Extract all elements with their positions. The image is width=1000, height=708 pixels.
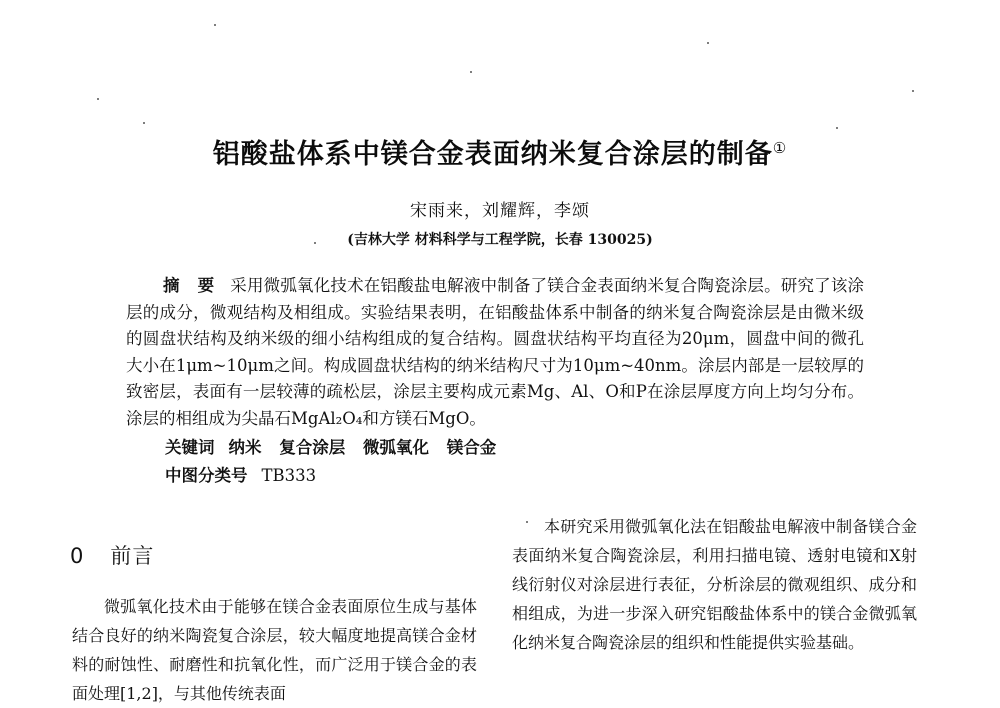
classification <box>165 462 316 486</box>
abstract <box>126 273 864 432</box>
scan-speck <box>470 71 472 73</box>
right-column-text: 本研究采用微弧氧化法在铝酸盐电解液中制备镁合金表面纳米复合陶瓷涂层，利用扫描电镜、透射电镜和X射线衍射仪对涂层进行表征，分析涂层的微观组织、成分和相组成，为进一步深入研究铝酸盐体系中的镁合金微弧氧化纳米复合陶瓷涂层的组织和性能提供实验基础。 <box>512 517 917 652</box>
scan-speck <box>314 242 316 244</box>
classification-label: 中图分类号 <box>165 466 248 485</box>
title-footnote-marker: ① <box>772 139 788 157</box>
scan-speck <box>707 42 709 44</box>
scan-speck <box>143 122 145 124</box>
keywords-label: 关键词 <box>165 438 215 457</box>
keywords <box>165 434 496 458</box>
authors: 宋雨来，刘耀辉，李颂 <box>410 201 590 221</box>
keywords-items: 纳米 复合涂层 微弧氧化 镁合金 <box>228 438 497 457</box>
paper-title: 铝酸盐体系中镁合金表面纳米复合涂层的制备① <box>212 139 788 170</box>
section-heading <box>70 540 154 570</box>
scan-speck <box>912 90 914 92</box>
scan-speck <box>836 127 838 129</box>
scan-speck <box>214 24 216 26</box>
left-column-text: 微弧氧化技术由于能够在镁合金表面原位生成与基体结合良好的纳米陶瓷复合涂层，较大幅度地提高镁合金材料的耐蚀性、耐磨性和抗氧化性，而广泛用于镁合金的表面处理[1,2]，与其他传统表面 <box>72 597 477 703</box>
affiliation: (吉林大学 材料科学与工程学院，长春 130025) <box>347 232 653 248</box>
abstract-text: 采用微弧氧化技术在铝酸盐电解液中制备了镁合金表面纳米复合陶瓷涂层。研究了该涂层的成分，微观结构及相组成。实验结果表明，在铝酸盐体系中制备的纳米复合陶瓷涂层是由微米级的圆盘状结构及纳米级的细小结构组成的复合结构。圆盘状结构平均直径为20μm，圆盘中间的微孔大小在1μm~10μm之间。构成圆盘状结构的纳米结构尺寸为10μm~40nm。涂层内部是一层较厚的致密层，表面有一层较薄的疏松层，涂层主要构成元素Mg、Al、O和P在涂层厚度方向上均匀分布。涂层的相组成为尖晶石MgAl₂O₄和方镁石MgO。 <box>126 276 865 428</box>
scan-speck <box>97 98 99 100</box>
section-number: 0 <box>70 544 85 568</box>
scan-speck <box>526 521 528 523</box>
section-title: 前言 <box>110 544 155 568</box>
classification-code: TB333 <box>261 466 317 485</box>
abstract-label: 摘 要 <box>163 276 221 295</box>
